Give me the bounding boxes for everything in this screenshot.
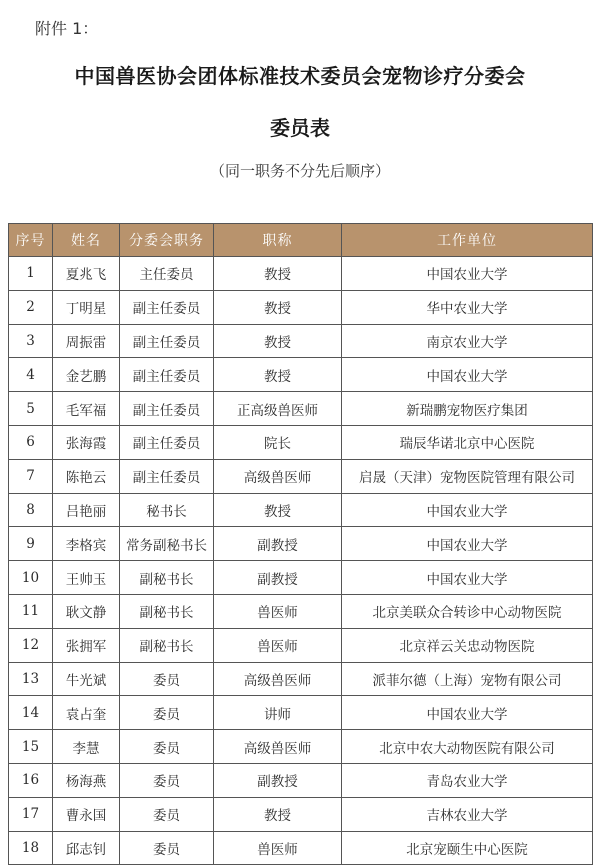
cell-professional-title: 兽医师 [214, 594, 342, 628]
cell-workplace: 北京中农大动物医院有限公司 [342, 730, 593, 764]
header-name: 姓名 [53, 224, 120, 257]
cell-professional-title: 高级兽医师 [214, 662, 342, 696]
table-row [9, 662, 593, 696]
header-workplace: 工作单位 [342, 224, 593, 257]
cell-professional-title: 教授 [214, 290, 342, 324]
cell-committee-position: 常务副秘书长 [120, 527, 214, 561]
cell-workplace: 南京农业大学 [342, 324, 593, 358]
cell-index: 1 [9, 257, 53, 291]
cell-index: 13 [9, 662, 53, 696]
cell-index: 6 [9, 425, 53, 459]
cell-index: 7 [9, 459, 53, 493]
cell-committee-position: 副主任委员 [120, 290, 214, 324]
cell-committee-position: 委员 [120, 831, 214, 865]
cell-professional-title: 院长 [214, 425, 342, 459]
cell-workplace: 中国农业大学 [342, 257, 593, 291]
cell-committee-position: 副主任委员 [120, 459, 214, 493]
cell-index: 9 [9, 527, 53, 561]
member-table [8, 223, 593, 865]
cell-name: 陈艳云 [53, 459, 120, 493]
cell-workplace: 中国农业大学 [342, 561, 593, 595]
cell-professional-title: 教授 [214, 358, 342, 392]
attachment-label: 附件 1： [35, 19, 99, 38]
cell-name: 丁明星 [53, 290, 120, 324]
cell-workplace: 派菲尔德（上海）宠物有限公司 [342, 662, 593, 696]
cell-workplace: 青岛农业大学 [342, 763, 593, 797]
cell-workplace: 瑞辰华诺北京中心医院 [342, 425, 593, 459]
cell-name: 毛军福 [53, 392, 120, 426]
cell-name: 曹永国 [53, 797, 120, 831]
cell-professional-title: 正高级兽医师 [214, 392, 342, 426]
cell-name: 李格宾 [53, 527, 120, 561]
cell-name: 耿文静 [53, 594, 120, 628]
header-professional-title: 职称 [214, 224, 342, 257]
table-row [9, 797, 593, 831]
table-row [9, 459, 593, 493]
cell-committee-position: 副主任委员 [120, 358, 214, 392]
table-row [9, 358, 593, 392]
cell-index: 10 [9, 561, 53, 595]
cell-professional-title: 副教授 [214, 527, 342, 561]
cell-workplace: 中国农业大学 [342, 696, 593, 730]
cell-professional-title: 高级兽医师 [214, 730, 342, 764]
table-row [9, 493, 593, 527]
cell-committee-position: 副主任委员 [120, 392, 214, 426]
document-title: 中国兽医协会团体标准技术委员会宠物诊疗分委会 [74, 64, 526, 88]
table-row [9, 730, 593, 764]
cell-committee-position: 秘书长 [120, 493, 214, 527]
cell-index: 4 [9, 358, 53, 392]
cell-committee-position: 副秘书长 [120, 594, 214, 628]
cell-workplace: 中国农业大学 [342, 358, 593, 392]
cell-workplace: 华中农业大学 [342, 290, 593, 324]
document-subtitle: 委员表 [270, 116, 330, 140]
cell-workplace: 北京美联众合转诊中心动物医院 [342, 594, 593, 628]
cell-committee-position: 副秘书长 [120, 628, 214, 662]
cell-committee-position: 委员 [120, 730, 214, 764]
table-row [9, 425, 593, 459]
cell-index: 14 [9, 696, 53, 730]
cell-name: 夏兆飞 [53, 257, 120, 291]
cell-committee-position: 委员 [120, 662, 214, 696]
cell-committee-position: 副秘书长 [120, 561, 214, 595]
cell-committee-position: 委员 [120, 763, 214, 797]
cell-index: 18 [9, 831, 53, 865]
cell-professional-title: 高级兽医师 [214, 459, 342, 493]
cell-committee-position: 副主任委员 [120, 425, 214, 459]
table-row [9, 257, 593, 291]
cell-committee-position: 副主任委员 [120, 324, 214, 358]
cell-name: 金艺鹏 [53, 358, 120, 392]
table-row [9, 527, 593, 561]
cell-name: 周振雷 [53, 324, 120, 358]
cell-workplace: 北京宠颐生中心医院 [342, 831, 593, 865]
cell-name: 王帅玉 [53, 561, 120, 595]
cell-professional-title: 教授 [214, 324, 342, 358]
cell-name: 张海霞 [53, 425, 120, 459]
cell-index: 3 [9, 324, 53, 358]
table-header-row [9, 224, 593, 257]
cell-committee-position: 主任委员 [120, 257, 214, 291]
ordering-note: （同一职务不分先后顺序） [209, 162, 390, 180]
cell-workplace: 中国农业大学 [342, 493, 593, 527]
cell-name: 张拥军 [53, 628, 120, 662]
cell-name: 牛光斌 [53, 662, 120, 696]
header-index: 序号 [9, 224, 53, 257]
table-row [9, 594, 593, 628]
cell-workplace: 新瑞鹏宠物医疗集团 [342, 392, 593, 426]
cell-professional-title: 兽医师 [214, 628, 342, 662]
cell-index: 15 [9, 730, 53, 764]
cell-name: 杨海燕 [53, 763, 120, 797]
table-row [9, 290, 593, 324]
cell-index: 8 [9, 493, 53, 527]
cell-professional-title: 教授 [214, 493, 342, 527]
cell-committee-position: 委员 [120, 797, 214, 831]
cell-index: 5 [9, 392, 53, 426]
cell-index: 12 [9, 628, 53, 662]
table-row [9, 392, 593, 426]
cell-index: 16 [9, 763, 53, 797]
cell-index: 2 [9, 290, 53, 324]
cell-professional-title: 讲师 [214, 696, 342, 730]
cell-name: 李慧 [53, 730, 120, 764]
header-committee-position: 分委会职务 [120, 224, 214, 257]
cell-professional-title: 副教授 [214, 561, 342, 595]
cell-workplace: 启晟（天津）宠物医院管理有限公司 [342, 459, 593, 493]
table-row [9, 561, 593, 595]
table-row [9, 324, 593, 358]
cell-workplace: 吉林农业大学 [342, 797, 593, 831]
cell-name: 邱志钊 [53, 831, 120, 865]
cell-index: 11 [9, 594, 53, 628]
table-row [9, 696, 593, 730]
table-row [9, 763, 593, 797]
cell-workplace: 北京祥云关忠动物医院 [342, 628, 593, 662]
cell-professional-title: 教授 [214, 257, 342, 291]
cell-professional-title: 副教授 [214, 763, 342, 797]
cell-professional-title: 兽医师 [214, 831, 342, 865]
table-row [9, 628, 593, 662]
table-body [9, 257, 593, 865]
cell-name: 吕艳丽 [53, 493, 120, 527]
cell-professional-title: 教授 [214, 797, 342, 831]
table-row [9, 831, 593, 865]
cell-workplace: 中国农业大学 [342, 527, 593, 561]
cell-index: 17 [9, 797, 53, 831]
cell-name: 袁占奎 [53, 696, 120, 730]
cell-committee-position: 委员 [120, 696, 214, 730]
